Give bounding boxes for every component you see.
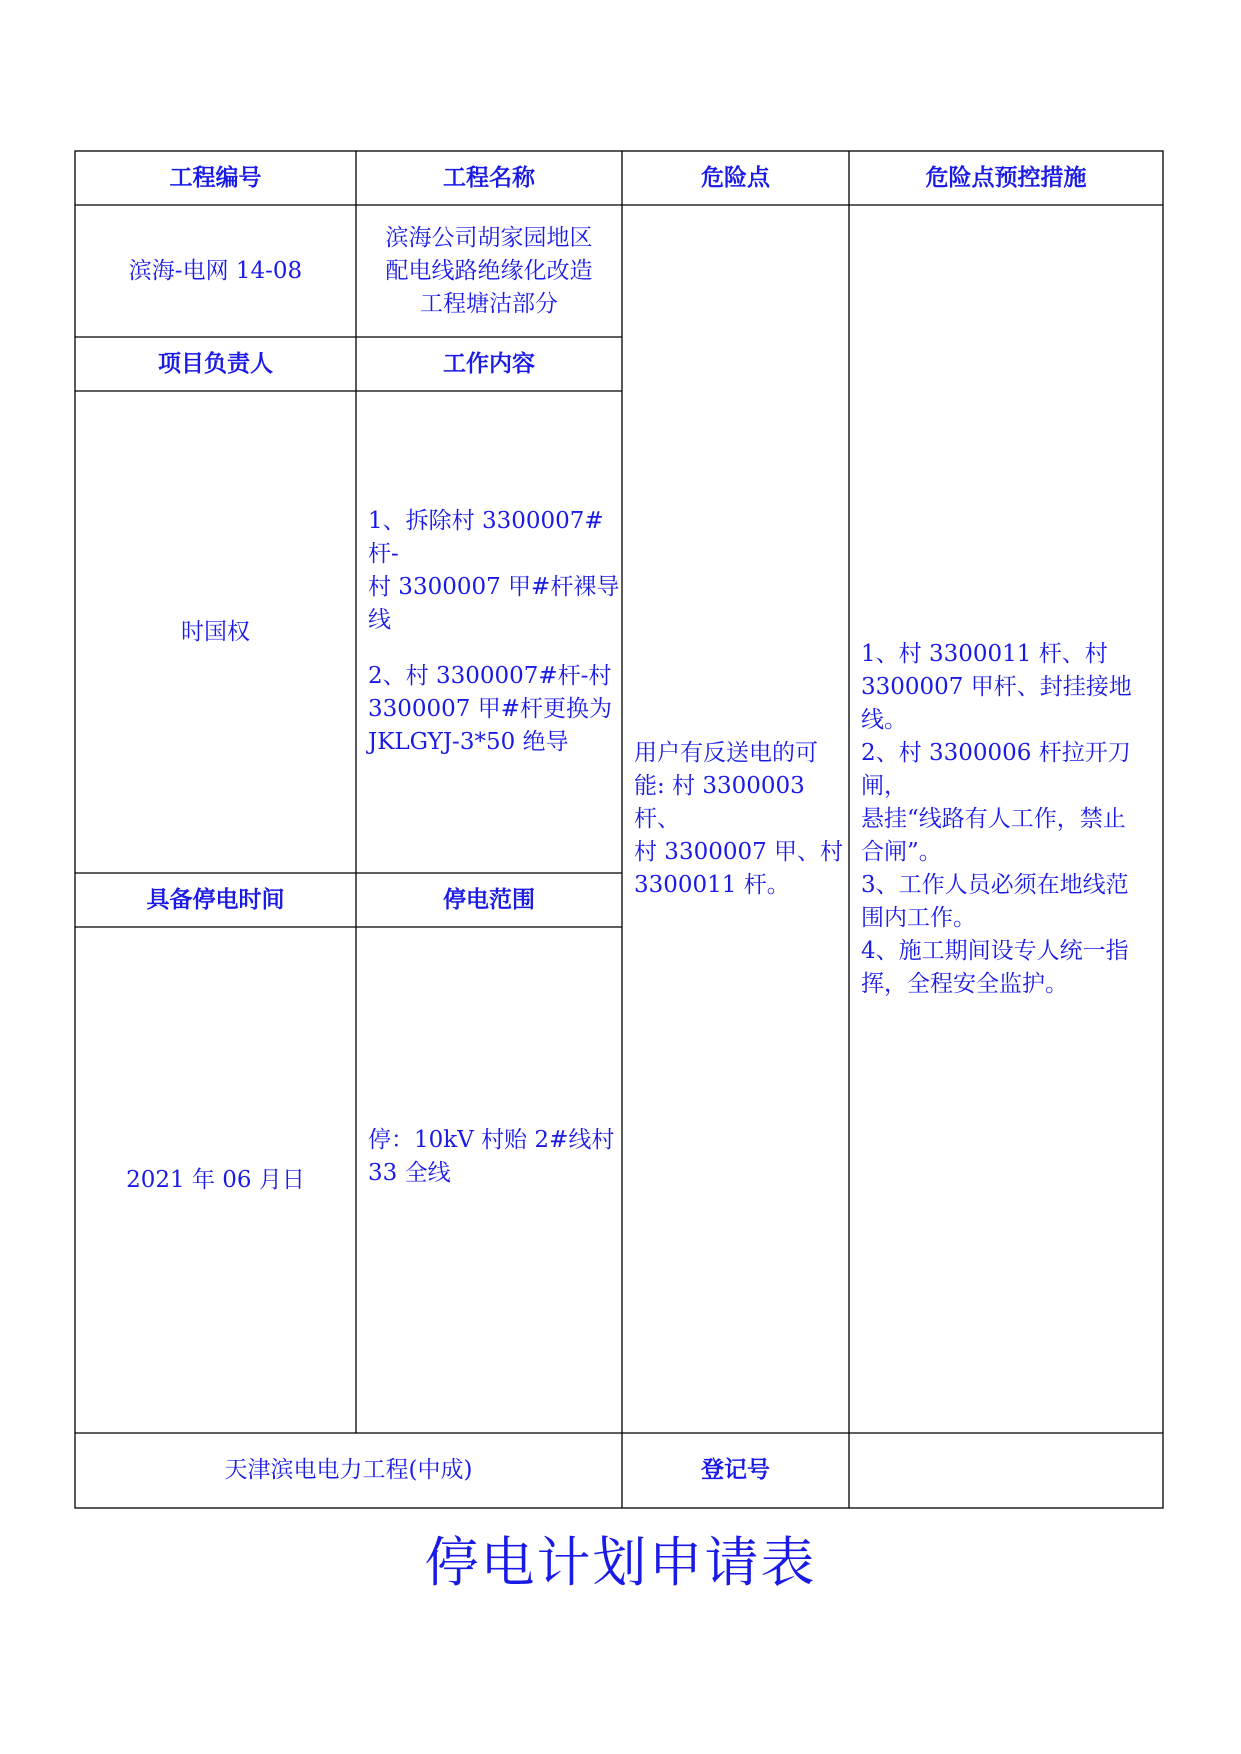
project-lead-text: 时国权 [181,618,250,645]
outage-scope-value [356,927,622,1387]
danger-point-text: 用户有反送电的可 能: 村 3300003 杆、 村 3300007 甲、村 3300011 杆。 [634,739,844,898]
project-lead-value [75,391,356,873]
header-project-name: 工程名称 [443,164,535,191]
project-no-text: 滨海-电网 14-08 [128,257,303,284]
header-danger-point: 危险点 [701,164,770,191]
header-outage-time: 具备停电时间 [146,886,285,913]
project-no-value [75,205,356,337]
header-outage-scope: 停电范围 [443,886,535,913]
register-no-value[interactable] [849,1433,1163,1508]
danger-measures-value [849,205,1163,1433]
project-name-value [356,205,622,337]
header-danger-measures: 危险点预控措施 [925,164,1087,191]
outage-scope-text: 停：10kV 村贻 2#线村 33 全线 [368,1127,615,1186]
company-name [75,1433,622,1508]
danger-point-value [622,205,849,1433]
header-project-lead: 项目负责人 [158,350,273,377]
work-content-list [368,505,622,759]
outage-time-value [75,927,356,1433]
header-work-content: 工作内容 [443,350,535,377]
work-content-value [356,391,622,873]
work-content-item-2: 2、村 3300007#杆-村 3300007 甲#杆更换为 JKLGYJ-3*50 绝导 [368,663,613,755]
header-register-no: 登记号 [701,1457,770,1483]
danger-measures-text: 1、村 3300011 杆、村 3300007 甲杆、封挂接地线。 2、村 3300006 杆拉开刀闸， 悬挂“线路有人工作，禁止 合闸”。 3、工作人员必须在地线范 围内工作。 4、施工期间设专人统一指 挥，全程安全监护。 [861,640,1132,997]
outage-time-text: 2021 年 06 月日 [126,1166,305,1193]
work-content-item-1: 1、拆除村 3300007#杆- 村 3300007 甲#杆裸导 线 [368,508,620,633]
project-name-text: 滨海公司胡家园地区 配电线路绝缘化改造 工程塘沽部分 [385,224,593,317]
company-name-text: 天津滨电电力工程(中成) [224,1457,473,1483]
header-project-no: 工程编号 [169,164,262,191]
document-title: 停电计划申请表 [424,1531,817,1594]
